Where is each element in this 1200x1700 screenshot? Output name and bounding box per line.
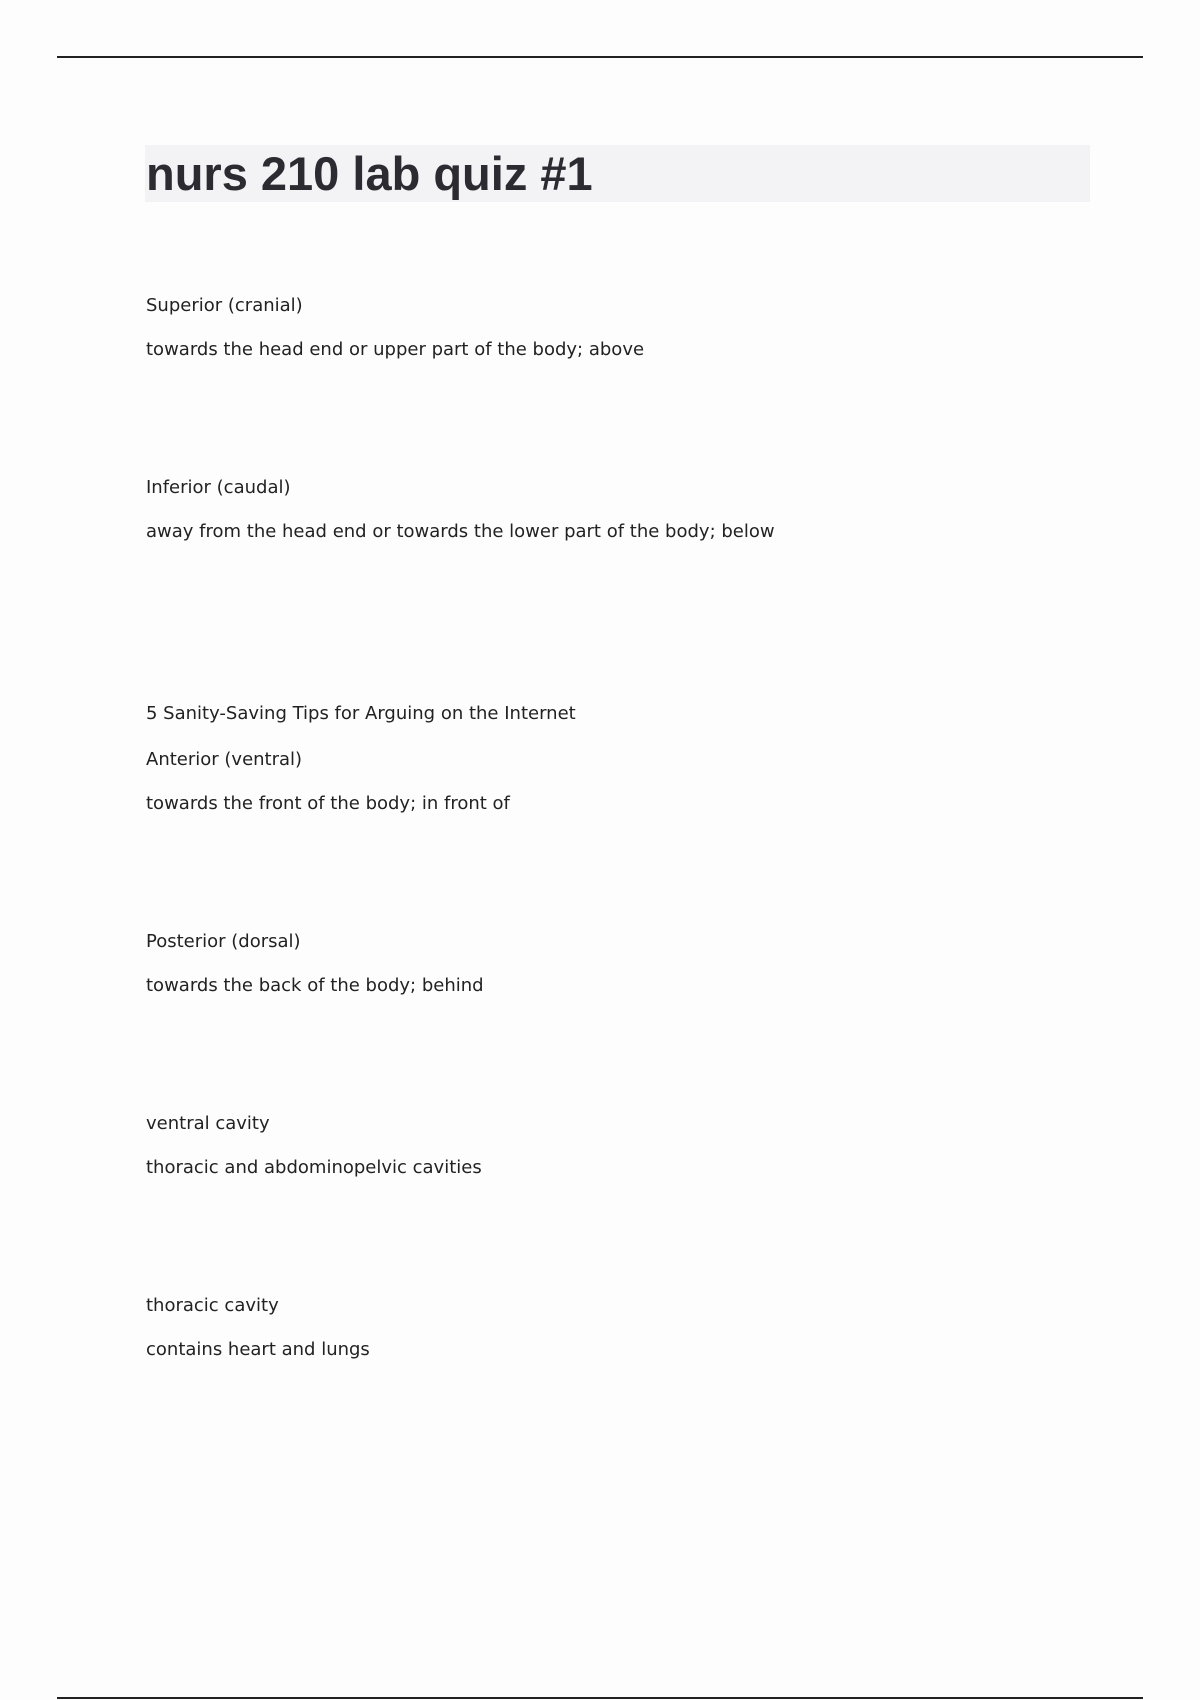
term-superior: Superior (cranial) (146, 295, 303, 316)
term-posterior: Posterior (dorsal) (146, 931, 301, 952)
definition-anterior: towards the front of the body; in front of (146, 793, 510, 814)
definition-inferior: away from the head end or towards the lower part of the body; below (146, 521, 775, 542)
definition-superior: towards the head end or upper part of the body; above (146, 339, 645, 360)
term-ventral-cavity: ventral cavity (146, 1113, 270, 1134)
definition-ventral-cavity: thoracic and abdominopelvic cavities (146, 1157, 482, 1178)
bottom-divider (57, 1697, 1143, 1699)
term-thoracic-cavity: thoracic cavity (146, 1295, 279, 1316)
definition-thoracic-cavity: contains heart and lungs (146, 1339, 370, 1360)
definition-posterior: towards the back of the body; behind (146, 975, 484, 996)
page-title: nurs 210 lab quiz #1 (146, 147, 593, 200)
term-anterior: Anterior (ventral) (146, 749, 303, 770)
promo-link-text: 5 Sanity-Saving Tips for Arguing on the Internet (146, 703, 576, 724)
term-inferior: Inferior (caudal) (146, 477, 291, 498)
top-divider (57, 56, 1143, 58)
